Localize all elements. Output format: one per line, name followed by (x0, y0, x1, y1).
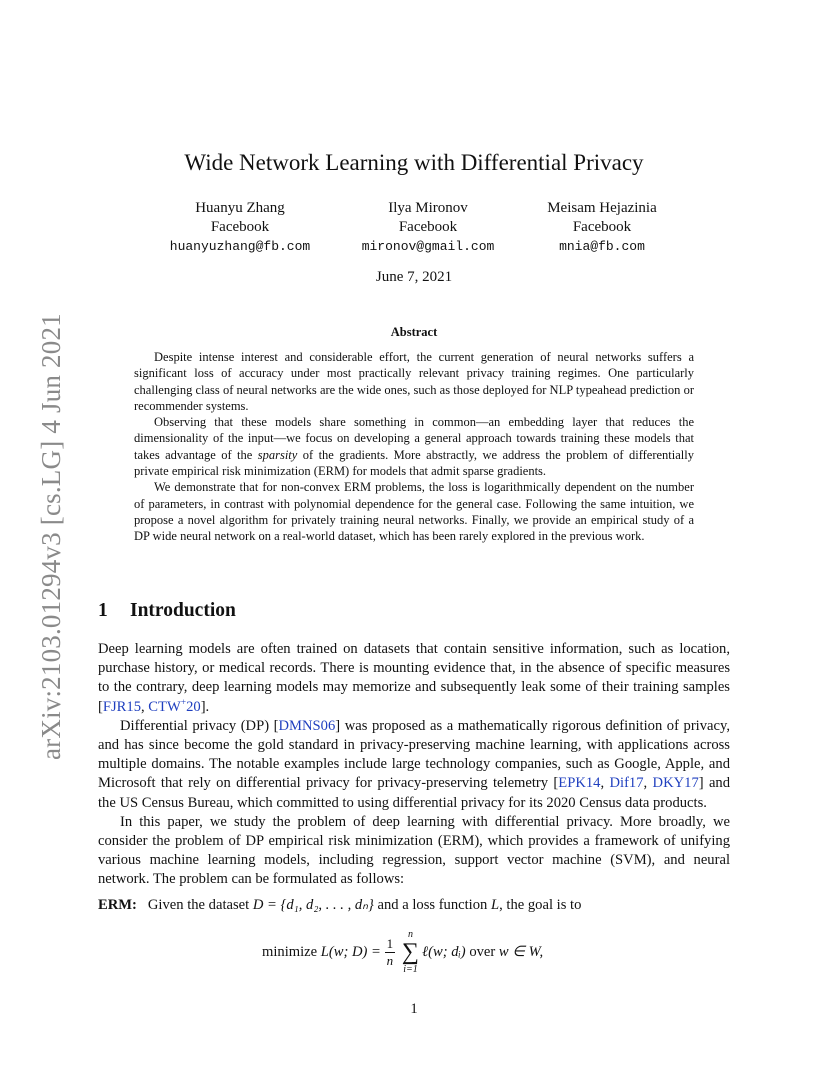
arxiv-stamp: arXiv:2103.01294v3 [cs.LG] 4 Jun 2021 (36, 313, 66, 760)
author-name: Meisam Hejazinia (547, 200, 657, 216)
equation-lhs: L(w; D) = (320, 943, 381, 960)
abstract-body (134, 349, 694, 545)
section-title: Introduction (130, 600, 236, 621)
section-number: 1 (98, 600, 108, 621)
body-paragraph: Deep learning models are often trained on datasets that contain sensitive information, such as location, purchase history, or medical records. There is mounting evidence that, in the absence of specific measures to the contrary, deep learning models may memorize and subsequently leak some of their training samples [FJR15, CTW+20]. (98, 641, 730, 715)
author-3 (502, 199, 702, 256)
abstract-paragraph: Despite intense interest and considerable effort, the current generation of neural networks suffers a significant loss of accuracy under most practically relevant privacy training regimes. One particularly challenging class of neural networks are the wide ones, such as those deployed for NLP typeahead prediction or recommender systems. (134, 350, 694, 413)
author-2 (328, 199, 528, 256)
erm-label: ERM: (98, 896, 137, 913)
author-email: mnia@fb.com (559, 239, 645, 254)
author-affiliation: Facebook (210, 219, 270, 235)
body-paragraph: Differential privacy (DP) [DMNS06] was proposed as a mathematically rigorous definition of privacy, and has since become the gold standard in privacy-preserving machine learning, with applications across multiple domains. The notable examples include large technology companies, such as Google, Apple, and Microsoft that rely on differential privacy for privacy-preserving telemetry [EPK14, Dif17, DKY17] and the US Census Bureau, which committed to using differential privacy for its 2020 Census data products. (98, 717, 731, 811)
citation-link[interactable]: DKY17 (652, 775, 699, 792)
erm-definition: ERM: Given the dataset D = {d₁, d₂, . . . , dₙ} and a loss function L, the goal is to (98, 896, 582, 913)
abstract-paragraph: We demonstrate that for non-convex ERM problems, the loss is logarithmically dependent on the number of parameters, in contrast with polynomial dependence for the general case. Following the same intuition, we propose a novel algorithm for privately training neural networks. Finally, we provide an empirical study of a DP wide neural network on a real-world dataset, which has been rarely explored in the previous work. (134, 480, 694, 544)
citation-link[interactable]: CTW+20 (148, 697, 201, 715)
author-affiliation: Facebook (398, 219, 458, 235)
section-heading (98, 600, 236, 622)
equation-text: minimize (262, 943, 318, 960)
introduction-body (98, 640, 730, 915)
author-email: huanyuzhang@fb.com (169, 239, 311, 254)
citation-link[interactable]: FJR15 (102, 698, 141, 715)
citation-link[interactable]: Dif17 (609, 775, 644, 792)
math-inline: L (490, 896, 500, 913)
fraction: $\frac{1}{n}$ (386, 935, 394, 968)
math-inline: D = {d₁, d₂, . . . , dₙ} (252, 896, 374, 913)
erm-equation (262, 928, 543, 976)
abstract-heading: Abstract (390, 325, 438, 339)
paper-title: Wide Network Learning with Differential Privacy (184, 150, 644, 175)
abstract-paragraph: Observing that these models share something in common—an embedding layer that reduces the dimensionality of the input—we focus on developing a general approach towards training these models that takes advantage of the sparsity of the gradients. More abstractly, we address the problem of differentially private empirical risk minimization (ERM) for models that admit sparse gradients. (134, 415, 694, 479)
author-name: Huanyu Zhang (195, 200, 285, 216)
author-email: mironov@gmail.com (361, 239, 495, 254)
author-affiliation: Facebook (572, 219, 632, 235)
equation-term: ℓ(w; dᵢ) (422, 943, 466, 960)
citation-link[interactable]: EPK14 (558, 775, 601, 792)
equation-text: over (469, 943, 496, 960)
body-paragraph: In this paper, we study the problem of deep learning with differential privacy. More broadly, we consider the problem of DP empirical risk minimization (ERM), which provides a framework of unifying various machine learning models, including regression, support vector machine (SVM), and neural network. The problem can be formulated as follows: (98, 813, 730, 888)
citation-link[interactable]: DMNS06 (278, 717, 336, 734)
author-name: Ilya Mironov (388, 200, 468, 216)
page-number: 1 (410, 1001, 418, 1017)
summation-sign: n ∑ i=1 (401, 929, 420, 975)
author-1 (140, 199, 340, 256)
emphasis: sparsity (257, 447, 298, 462)
paper-date: June 7, 2021 (375, 269, 453, 285)
equation-domain: w ∈ W, (498, 944, 544, 960)
